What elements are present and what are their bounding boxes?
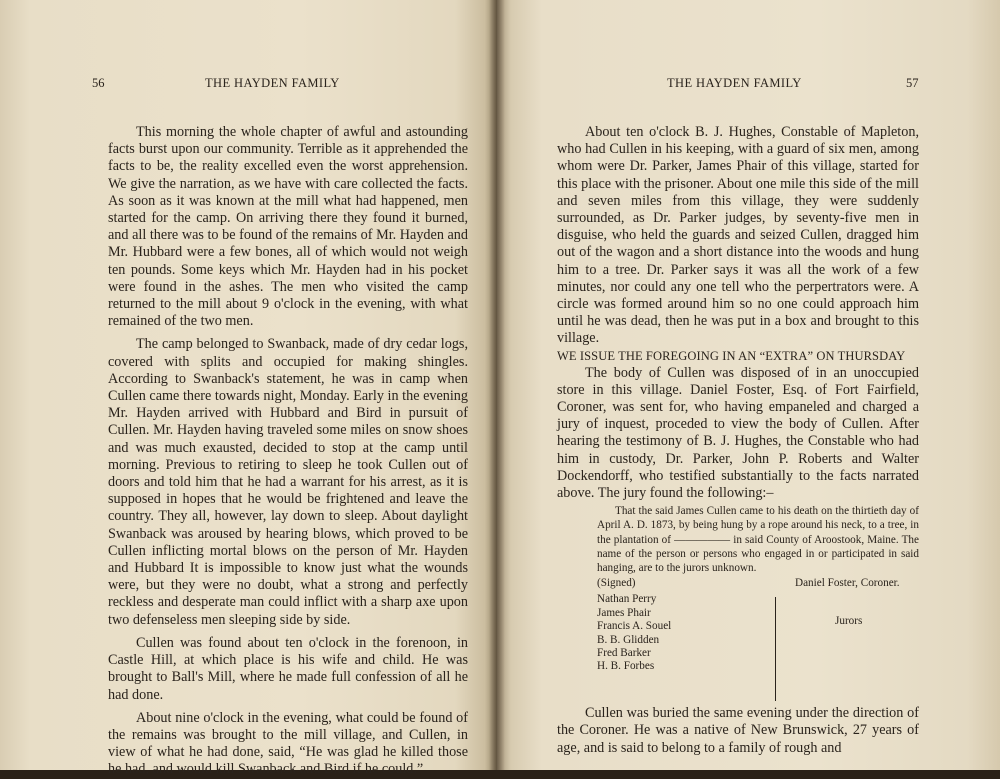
juror-name: James Phair [597,606,651,619]
right-page [497,0,1000,770]
book-gutter-shadow [489,0,505,770]
verdict-text: That the said James Cullen came to his death on the thirtieth day of April A. D. 1873, by being hung by a rope around his neck, to a tree, in the plantation of ————— in said County of Aroostook, Maine. The name of the person or persons who engaged in or participated in said hanging, are to the jurors unknown. [597,505,919,575]
juror-name: Francis A. Souel [597,620,672,633]
juror-name: Nathan Perry [597,593,657,606]
left-paragraph-4: About nine o'clock in the evening, what could be found of the remains was brought to the mill village, and Cullen, in view of what he had done, said, “He was glad he killed those he had, and would kill Swanback and Bird if he could.” [108,709,468,778]
jury-verdict [597,504,919,575]
extra-heading: WE ISSUE THE FOREGOING IN AN “EXTRA” ON THURSDAY [557,348,906,363]
left-page-number: 56 [92,76,105,90]
juror-name: H. B. Forbes [597,660,655,673]
left-paragraph-3: Cullen was found about ten o'clock in the forenoon, in Castle Hill, at which place is his wife and child. He was brought to Ball's Mill, where he made full confession of all he had done. [108,634,468,703]
right-paragraph-3: Cullen was buried the same evening under the direction of the Coroner. He was a native of New Brunswick, 27 years of age, and is said to belong to a family of rough and [557,705,919,756]
right-paragraph-1: About ten o'clock B. J. Hughes, Constable of Mapleton, who had Cullen in his keeping, with a guard of six men, among whom were Dr. Parker, James Phair of this village, started for this place with the prisoner. About one mile this side of the mill and seven miles from this village, they were suddenly surrounded, as Dr. Parker judges, by seventy-five men in disguise, who held the guards and seized Cullen, dragged him out of the wagon and a short distance into the woods and hung him to a tree. Dr. Parker says it was all the work of a few minutes, nor could any one tell who the perpertrators were. A circle was formed around him so no one could approach him until he was dead, then he was put in a box and brought to this village. [557,124,919,347]
right-paragraph-2: The body of Cullen was disposed of in an unoccupied store in this village. Daniel Foster, Esq. of Fort Fairfield, Coroner, was sent for, who having empaneled and charged a jury of inquest, proceded to view the body of Cullen. After hearing the testimony of B. J. Hughes, the Constable who had him in custody, Dr. Parker, John P. Roberts and Walter Dockendorff, who testified substantially to the facts narrated above. The jury found the following:– [557,364,919,502]
signature-block [597,577,919,705]
left-paragraph-1: This morning the whole chapter of awful and astounding facts burst upon our community. Terrible as it apprehended the facts to be, the reality excelled even the worst apprehension. We give the narration, as we have with care collected the facts. As soon as it was known at the mill what had happened, men started for the camp. On arriving there they found it burned, and all there was to be found of the remains of Mr. Hayden and Mr. Hubbard were a few bones, all of which would not weigh ten pounds. Some keys which Mr. Hayden had in his pocket were found in the ashes. The men who visited the camp returned to the mill about 9 o'clock in the evening, with what remained of the two men. [108,124,468,330]
left-running-head: THE HAYDEN FAMILY [205,76,340,90]
right-page-body [557,124,919,757]
jurors-label: Jurors [835,615,863,628]
right-running-head: THE HAYDEN FAMILY [667,76,802,90]
left-paragraph-2: The camp belonged to Swanback, made of dry cedar logs, covered with splits and occupied for making shingles. According to Swanback's statement, he was in camp when Cullen came there towards night, Monday. Early in the evening Mr. Hayden arrived with Hubbard and Bird in pursuit of Cullen. Mr. Hayden having traveled some miles on snow shoes and was much exausted, decided to stop at the camp until morning. Previous to retiring to sleep he took Cullen out of doors and told him that he had a warrant for his arrest, as it is supposed in hopes that he would be frightened and leave the country. They all, however, lay down to sleep. About daylight Swanback was aroused by hearing blows, which proved to be Cullen inflicting mortal blows on the person of Mr. Hayden and Hubbard It is impossible to know just what the wounds were, but they were no doubt, what a strong and perfectly reckless and desperate man could inflict with a sharp axe upon two defenseless men sleeping side by side. [108,336,468,628]
right-page-number: 57 [906,76,919,90]
left-page-body [108,124,468,779]
juror-name: B. B. Glidden [597,633,660,646]
juror-name: Fred Barker [597,646,651,659]
coroner-signature: Daniel Foster, Coroner. [795,577,900,590]
jurors-list [597,593,671,673]
jurors-bracket-line [775,597,776,701]
signed-label: (Signed) [597,577,636,590]
left-page [0,0,497,778]
